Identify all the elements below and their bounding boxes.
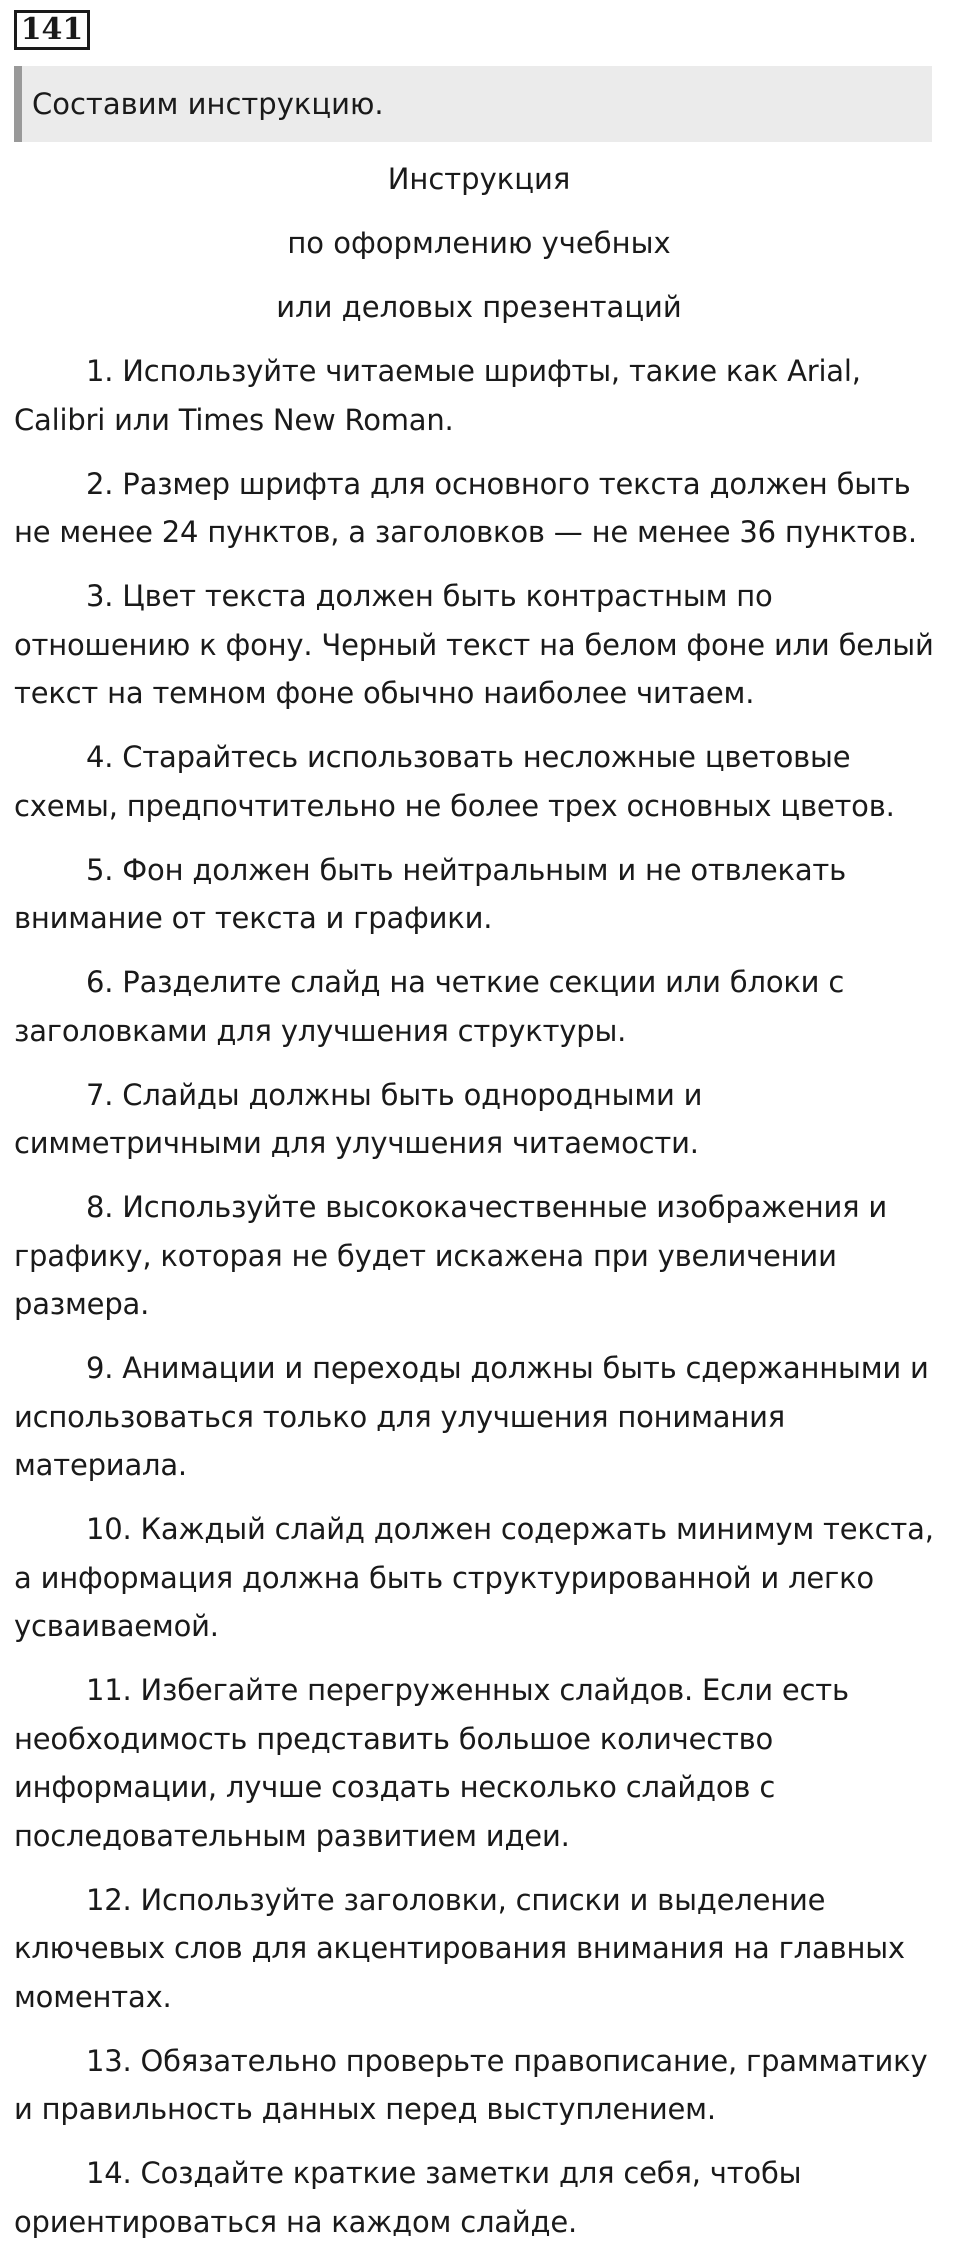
task-number-badge: 141 [14,10,90,50]
instruction-item-8: 8. Используйте высококачественные изображения и графику, которая не будет искажена при увеличении размера. [14,1190,888,1321]
instruction-item-12: 12. Используйте заголовки, списки и выделение ключевых слов для акцентирования внимания на главных моментах. [14,1882,905,2014]
instruction-item-4: 4. Старайтесь использовать несложные цветовые схемы, предпочтительно не более трех основных цветов. [14,740,895,823]
instruction-subtitle-line-2: или деловых презентаций [276,290,682,324]
instruction-item-6: 6. Разделите слайд на четкие секции или блоки с заголовками для улучшения структуры. [14,965,845,1048]
instruction-item-3: 3. Цвет текста должен быть контрастным по отношению к фону. Черный текст на белом фоне или белый текст на темном фоне обычно наиболее читаем. [14,579,934,710]
instruction-title: Инструкция [387,162,571,196]
intro-text: Составим инструкцию. [32,87,384,121]
instruction-item-7: 7. Слайды должны быть однородными и симметричными для улучшения читаемости. [14,1077,703,1160]
instruction-item-14: 14. Создайте краткие заметки для себя, чтобы ориентироваться на каждом слайде. [14,2156,802,2239]
instruction-item-1: 1. Используйте читаемые шрифты, такие как Arial, Calibri или Times New Roman. [14,354,861,437]
instruction-item-11: 11. Избегайте перегруженных слайдов. Если есть необходимость представить большое количество информации, лучше создать несколько слайдов с последовательным развитием идеи. [14,1673,849,1853]
instruction-item-5: 5. Фон должен быть нейтральным и не отвлекать внимание от текста и графики. [14,852,846,935]
intro-box [14,66,932,142]
instruction-subtitle-line-1: по оформлению учебных [287,226,671,260]
instruction-item-9: 9. Анимации и переходы должны быть сдержанными и использоваться только для улучшения понимания материала. [14,1351,929,1482]
instruction-content [14,155,944,2262]
instruction-item-13: 13. Обязательно проверьте правописание, грамматику и правильность данных перед выступлением. [14,2043,928,2126]
instruction-item-10: 10. Каждый слайд должен содержать минимум текста, а информация должна быть структурированной и легко усваиваемой. [14,1512,934,1643]
instruction-item-2: 2. Размер шрифта для основного текста должен быть не менее 24 пунктов, а заголовков — не менее 36 пунктов. [14,466,917,549]
